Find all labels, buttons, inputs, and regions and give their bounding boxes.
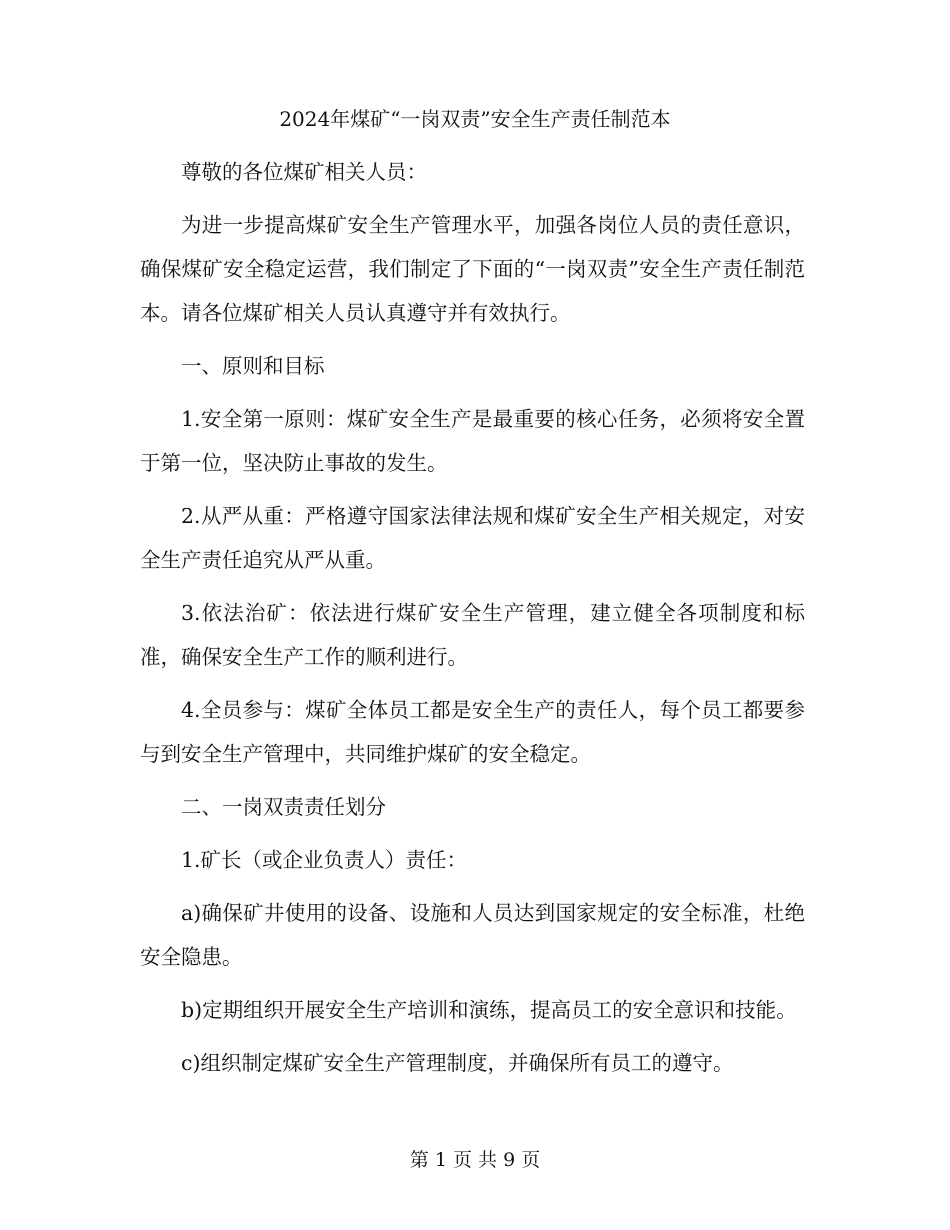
page-footer: [0, 1146, 950, 1174]
total-pages: 9: [503, 1149, 516, 1171]
page-suffix: 页: [521, 1149, 541, 1171]
document-body: [140, 150, 805, 1094]
principle-item-2: 2.从严从重：严格遵守国家法律法规和煤矿安全生产相关规定，对安全生产责任追究从严从重。: [140, 504, 805, 572]
section-heading-1: 一、原则和目标: [181, 354, 325, 378]
principle-item-4: 4.全员参与：煤矿全体员工都是安全生产的责任人，每个员工都要参与到安全生产管理中，共同维护煤矿的安全稳定。: [140, 698, 805, 766]
principle-item-3: 3.依法治矿：依法进行煤矿安全生产管理，建立健全各项制度和标准，确保安全生产工作的顺利进行。: [140, 601, 805, 669]
principle-item-1: 1.安全第一原则：煤矿安全生产是最重要的核心任务，必须将安全置于第一位，坚决防止事故的发生。: [140, 407, 805, 475]
responsibility-item-b: b)定期组织开展安全生产培训和演练，提高员工的安全意识和技能。: [181, 998, 797, 1022]
intro-paragraph: 为进一步提高煤矿安全生产管理水平，加强各岗位人员的责任意识，确保煤矿安全稳定运营，我们制定了下面的“一岗双责”安全生产责任制范本。请各位煤矿相关人员认真遵守并有效执行。: [140, 213, 805, 325]
page-number: 1: [434, 1149, 447, 1171]
responsibility-item-c: c)组织制定煤矿安全生产管理制度，并确保所有员工的遵守。: [181, 1051, 734, 1075]
section-heading-2: 二、一岗双责责任划分: [181, 795, 386, 819]
responsibility-heading-1: 1.矿长（或企业负责人）责任：: [181, 848, 468, 872]
page-middle: 页 共: [452, 1149, 498, 1171]
document-title: 2024年煤矿“一岗双责”安全生产责任制范本: [279, 107, 671, 131]
page-prefix: 第: [409, 1149, 429, 1171]
responsibility-item-a: a)确保矿井使用的设备、设施和人员达到国家规定的安全标准，杜绝安全隐患。: [140, 901, 805, 969]
salutation: 尊敬的各位煤矿相关人员：: [181, 160, 427, 184]
